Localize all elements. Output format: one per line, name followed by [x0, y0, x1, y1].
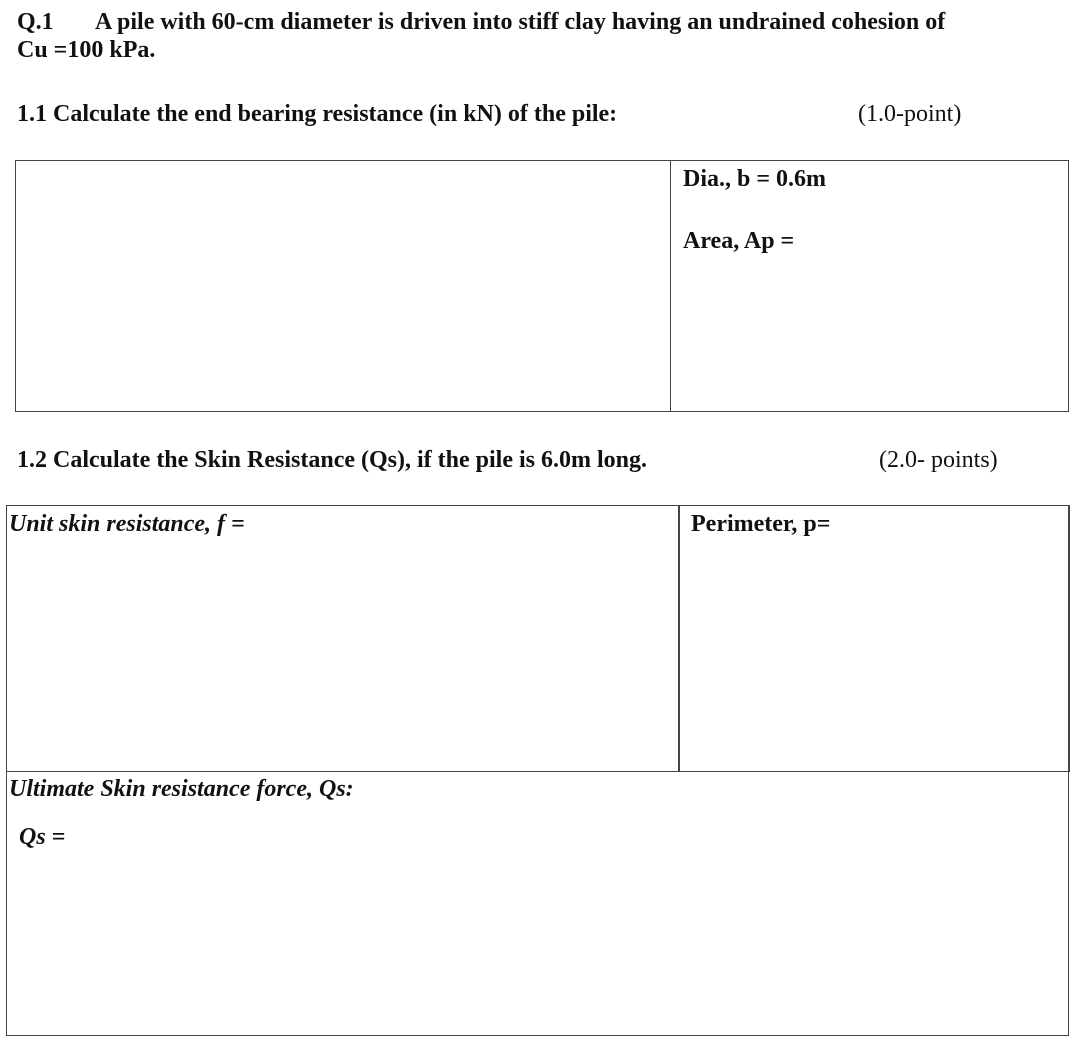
question-text-line1: A pile with 60-cm diameter is driven into stiff clay having an undrained cohesion of	[95, 9, 946, 35]
part2-points: (2.0- points)	[879, 447, 998, 473]
dia-label: Dia., b = 0.6m	[683, 166, 827, 192]
perimeter-label: Perimeter, p=	[691, 511, 831, 537]
part1-heading: 1.1 Calculate the end bearing resistance (in kN) of the pile:	[17, 101, 618, 127]
part1-work-cell[interactable]	[15, 160, 671, 412]
perimeter-cell[interactable]	[678, 505, 1070, 772]
part2-answer-box	[6, 505, 1069, 1036]
unit-skin-cell[interactable]	[6, 505, 680, 772]
unit-skin-label: Unit skin resistance, f =	[9, 511, 245, 537]
question-statement	[17, 8, 1067, 64]
qs-label: Qs =	[19, 824, 66, 850]
ultimate-skin-label: Ultimate Skin resistance force, Qs:	[9, 776, 354, 802]
part2-heading: 1.2 Calculate the Skin Resistance (Qs), if the pile is 6.0m long.	[17, 447, 647, 473]
part1-answer-box	[15, 160, 1069, 412]
part1-points: (1.0-point)	[858, 101, 962, 127]
question-number: Q.1	[17, 9, 54, 35]
question-text-line2: Cu =100 kPa.	[17, 37, 156, 63]
area-label: Area, Ap =	[683, 228, 795, 254]
